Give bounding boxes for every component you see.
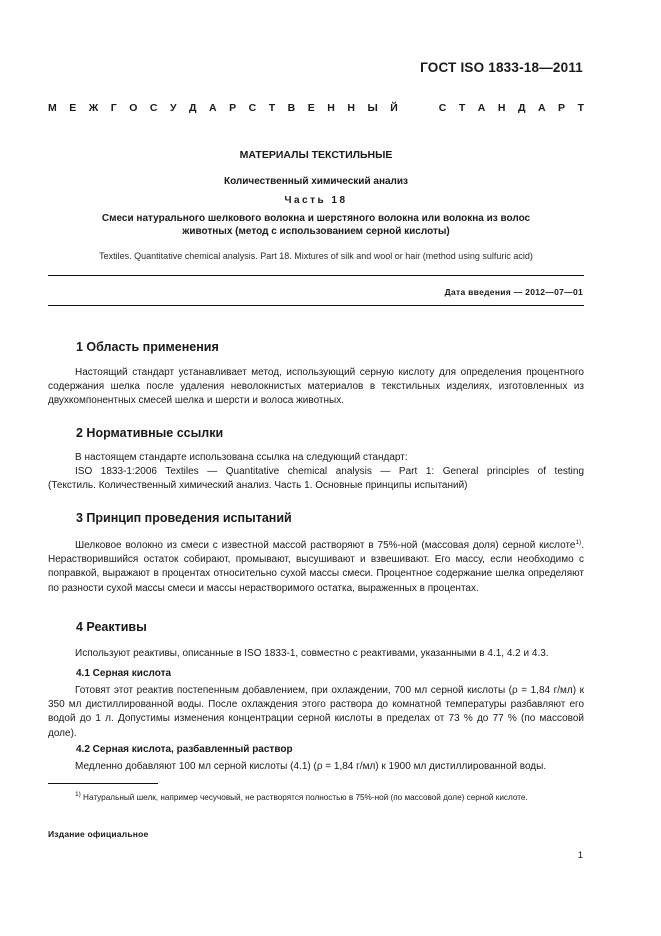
banner-letter: С: [149, 102, 158, 114]
banner-letter: В: [287, 102, 296, 114]
banner-word-gap: [410, 102, 426, 114]
section-1-text: Настоящий стандарт устанавливает метод, использующий серную кислоту для определения процентного содержания шелка после удаления неволокнистых материалов в текстильных изделиях, изготовленных из двухкомпонентных смесей шелка и шерсти и волоса животных.: [48, 367, 584, 407]
title-divider: [48, 275, 584, 276]
banner-letter: Ж: [88, 102, 99, 114]
subject-line-1: Смеси натурального шелкового волокна и шерстяного волокна или волокна из волос: [101, 213, 531, 224]
banner-letter: Т: [458, 102, 466, 114]
footnote-mark: 1): [75, 791, 81, 798]
banner-letter: Т: [577, 102, 584, 114]
standard-type-banner: [48, 102, 584, 114]
date-divider: [48, 305, 584, 306]
banner-letter: Н: [347, 102, 355, 114]
subject-line-2: животных (метод с использованием серной кислоты): [182, 226, 450, 237]
footnote: [48, 788, 584, 805]
subsection-4-2-text: Медленно добавляют 100 мл серной кислоты (4.1) (ρ = 1,84 г/мл) к 1900 мл дистиллированной воды.: [75, 761, 547, 772]
banner-letter: Г: [110, 102, 117, 114]
banner-letter: Н: [327, 102, 335, 114]
banner-letter: Е: [307, 102, 315, 114]
banner-letter: Р: [558, 102, 566, 114]
section-4-heading: 4 Реактивы: [76, 620, 147, 634]
banner-letter: Р: [229, 102, 237, 114]
section-3-text-part-1: Шелковое волокно из смеси с известной массой растворяют в 75%-ной (массовая доля) серной кислоте: [75, 540, 576, 551]
introduction-date: Дата введения — 2012—07—01: [444, 287, 583, 297]
document-subject: [48, 212, 584, 238]
section-2-line-3: (Текстиль. Количественный химический анализ. Часть 1. Основные принципы испытаний): [48, 480, 468, 492]
banner-letter: Т: [268, 102, 276, 114]
edition-label: Издание официальное: [48, 829, 149, 839]
footnote-reference: 1): [575, 539, 582, 546]
banner-letter: У: [169, 102, 177, 114]
subsection-4-1-text: Готовят этот реактив постепенным добавлением, при охлаждении, 700 мл серной кислоты (ρ = 1,84 г/мл) к 350 мл дистиллированной воды. После охлаждения этого раствора до комнатной температуры разбавляют его водой до 1 л. Допустимы изменения концентрации серной кислоты в пределах от 73 % до 77 % (по массовой доле).: [48, 685, 584, 739]
section-4-text: Используют реактивы, описанные в ISO 1833-1, совместно с реактивами, указанными в 4.1, 4.2 и 4.3.: [75, 648, 549, 659]
banner-letter: О: [129, 102, 138, 114]
section-1-heading: 1 Область применения: [76, 340, 219, 354]
banner-letter: А: [209, 102, 217, 114]
document-title: МАТЕРИАЛЫ ТЕКСТИЛЬНЫЕ: [239, 149, 393, 161]
subsection-4-1-heading: 4.1 Серная кислота: [76, 668, 172, 679]
section-3-heading: 3 Принцип проведения испытаний: [76, 511, 292, 525]
section-2-text: [48, 451, 584, 494]
standard-code: ГОСТ ISO 1833-18—2011: [420, 60, 583, 75]
footnote-divider: [48, 783, 158, 784]
banner-letter: М: [48, 102, 57, 114]
banner-letter: Ы: [367, 102, 378, 114]
banner-letter: Н: [497, 102, 506, 114]
banner-letter: С: [438, 102, 447, 114]
document-part: Часть 18: [284, 195, 348, 206]
banner-letter: А: [477, 102, 486, 114]
document-subtitle: Количественный химический анализ: [223, 176, 409, 187]
footnote-text: Натуральный шелк, например чесучовый, не растворятся полностью в 75%-ной (по массовой доле) серной кислоте.: [80, 793, 528, 802]
section-3-text-part-2: . Нерастворившийся остаток собирают, промывают, высушивают и взвешивают. Его массу, если необходимо с поправкой, выражают в процентах относительно сухой массы смеси. Процентное содержание шелка определяют по разности сухой массы смеси и массы нерастворимого остатка, выраженных в процентах.: [48, 540, 584, 594]
page-number: 1: [577, 850, 583, 861]
section-3-text: [48, 536, 584, 596]
banner-letter: Й: [390, 102, 398, 114]
banner-letter: Д: [517, 102, 526, 114]
banner-letter: С: [248, 102, 257, 114]
section-2-heading: 2 Нормативные ссылки: [76, 426, 224, 440]
section-2-line-1: В настоящем стандарте использована ссылка на следующий стандарт:: [75, 452, 408, 463]
banner-letter: Е: [69, 102, 77, 114]
english-title: Textiles. Quantitative chemical analysis. Part 18. Mixtures of silk and wool or hair (method using sulfuric acid): [99, 251, 533, 261]
section-2-line-2: ISO 1833-1:2006 Textiles — Quantitative chemical analysis — Part 1: General principles of testing: [75, 466, 584, 478]
subsection-4-2-heading: 4.2 Серная кислота, разбавленный раствор: [76, 744, 293, 755]
banner-letter: Д: [189, 102, 197, 114]
banner-letter: А: [537, 102, 546, 114]
